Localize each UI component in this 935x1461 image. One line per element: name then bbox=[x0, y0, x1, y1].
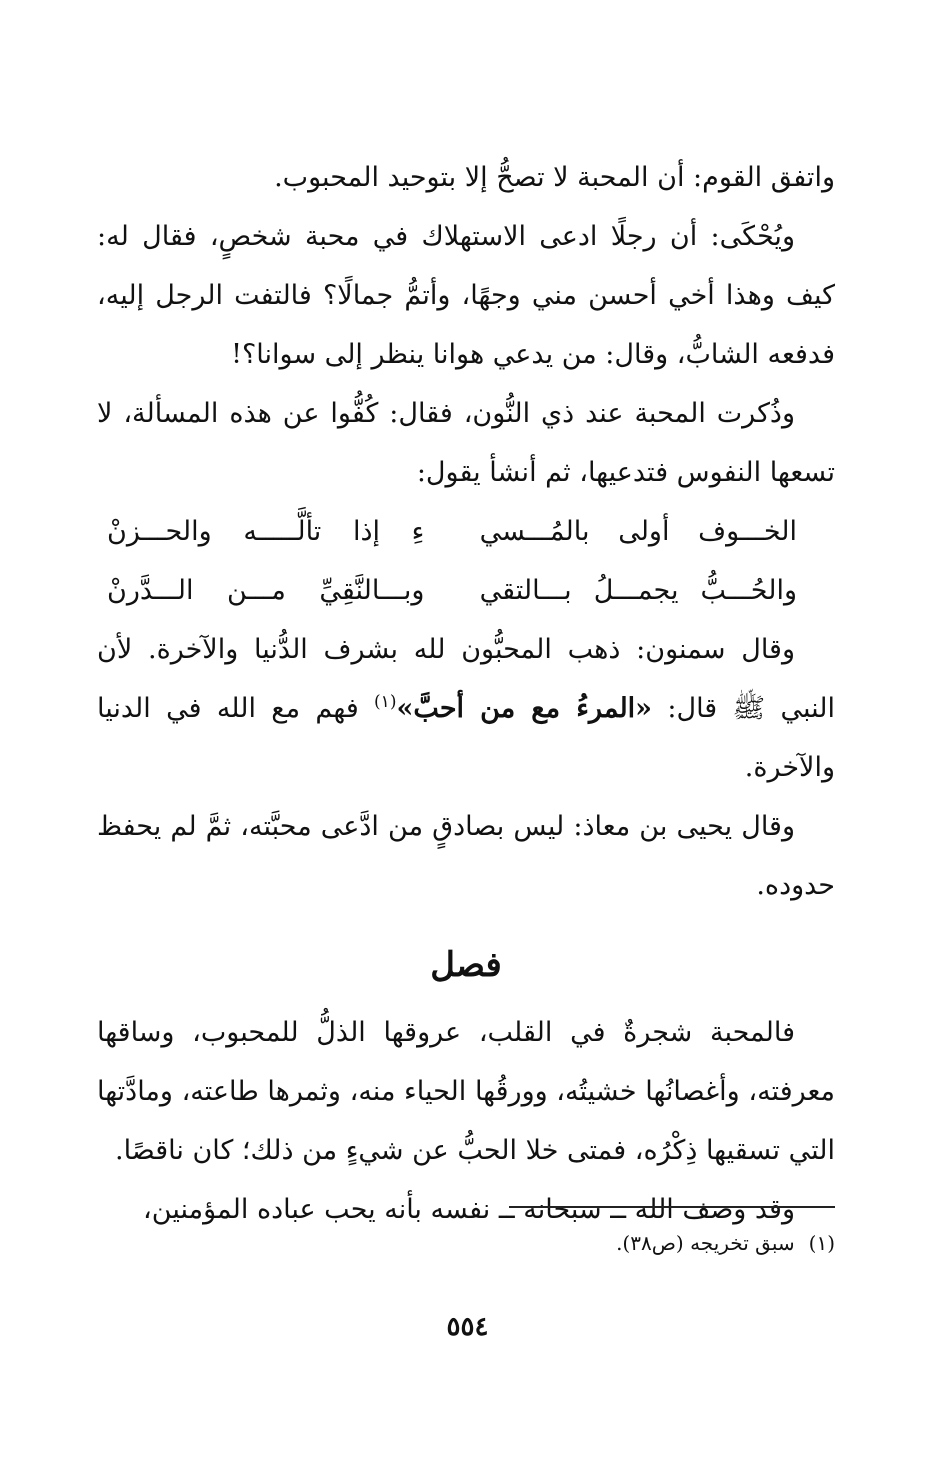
footnote-separator bbox=[509, 1206, 835, 1208]
footnote-marker[interactable]: (١) bbox=[374, 692, 397, 712]
paragraph-story: ويُحْكَى: أن رجلًا ادعى الاستهلاك في محبة شخصٍ، فقال له: كيف وهذا أخي أحسن مني وجهًا، وأتمُّ جمالًا؟ فالتفت الرجل إليه، فدفعه الشابُّ، وقال: من يدعي هوانا ينظر إلى سوانا؟! bbox=[97, 221, 835, 370]
hadith-quote: «المرءُ مع من أحبَّ» bbox=[396, 693, 653, 724]
poem-verse bbox=[97, 561, 817, 620]
main-text bbox=[97, 148, 835, 1239]
paragraph-tawhid: واتفق القوم: أن المحبة لا تصحُّ إلا بتوحيد المحبوب. bbox=[274, 162, 835, 193]
footnote-text: سبق تخريجه (ص٣٨). bbox=[616, 1231, 795, 1255]
poem-second-hemistich: ءِ إذا تألَّـــــه والحـــزنْ bbox=[107, 516, 425, 547]
poem-first-hemistich: والحُـــبُّ يجمـــلُ بـــالتقي bbox=[479, 575, 797, 606]
page-number: ٥٥٤ bbox=[446, 1312, 489, 1342]
paragraph-allah-loves: وقد وصف الله ــ سبحانه ــ نفسه بأنه يحب عباده المؤمنين، bbox=[143, 1194, 795, 1225]
poem-second-hemistich: وبـــالنَّقِيِّ مـــن الـــدَّرنْ bbox=[107, 575, 425, 606]
paragraph-tree: فالمحبة شجرةٌ في القلب، عروقها الذلُّ للمحبوب، وساقها معرفته، وأغصانُها خشيتُه، وورقُها الحياء منه، وثمرها طاعته، ومادَّتها التي تسقيها ذِكْرُه، فمتى خلا الحبُّ عن شيءٍ من ذلك؛ كان ناقصًا. bbox=[97, 1017, 835, 1166]
section-title: فصل bbox=[430, 945, 502, 985]
poem-first-hemistich: الخـــوف أولى بالمُـــسي bbox=[479, 516, 797, 547]
paragraph-sumnun bbox=[97, 620, 835, 797]
paragraph-sumnun-text: وقال سمنون: ذهب المحبُّون لله بشرف الدُّنيا والآخرة. لأن النبي ﷺ قال: bbox=[97, 634, 835, 724]
paragraph-sumnun-end: فهم مع الله في الدنيا والآخرة. bbox=[97, 693, 835, 783]
poem-verse bbox=[97, 502, 817, 561]
paragraph-dhul-nun: وذُكرت المحبة عند ذي النُّون، فقال: كُفُّوا عن هذه المسألة، لا تسعها النفوس فتدعيها، ثم أنشأ يقول: bbox=[97, 398, 835, 488]
footnote bbox=[616, 1228, 835, 1258]
footnote-number: (١) bbox=[808, 1231, 835, 1255]
poem bbox=[97, 502, 835, 620]
paragraph-yahya: وقال يحيى بن معاذ: ليس بصادقٍ من ادَّعى محبَّته، ثمَّ لم يحفظ حدوده. bbox=[97, 811, 835, 901]
